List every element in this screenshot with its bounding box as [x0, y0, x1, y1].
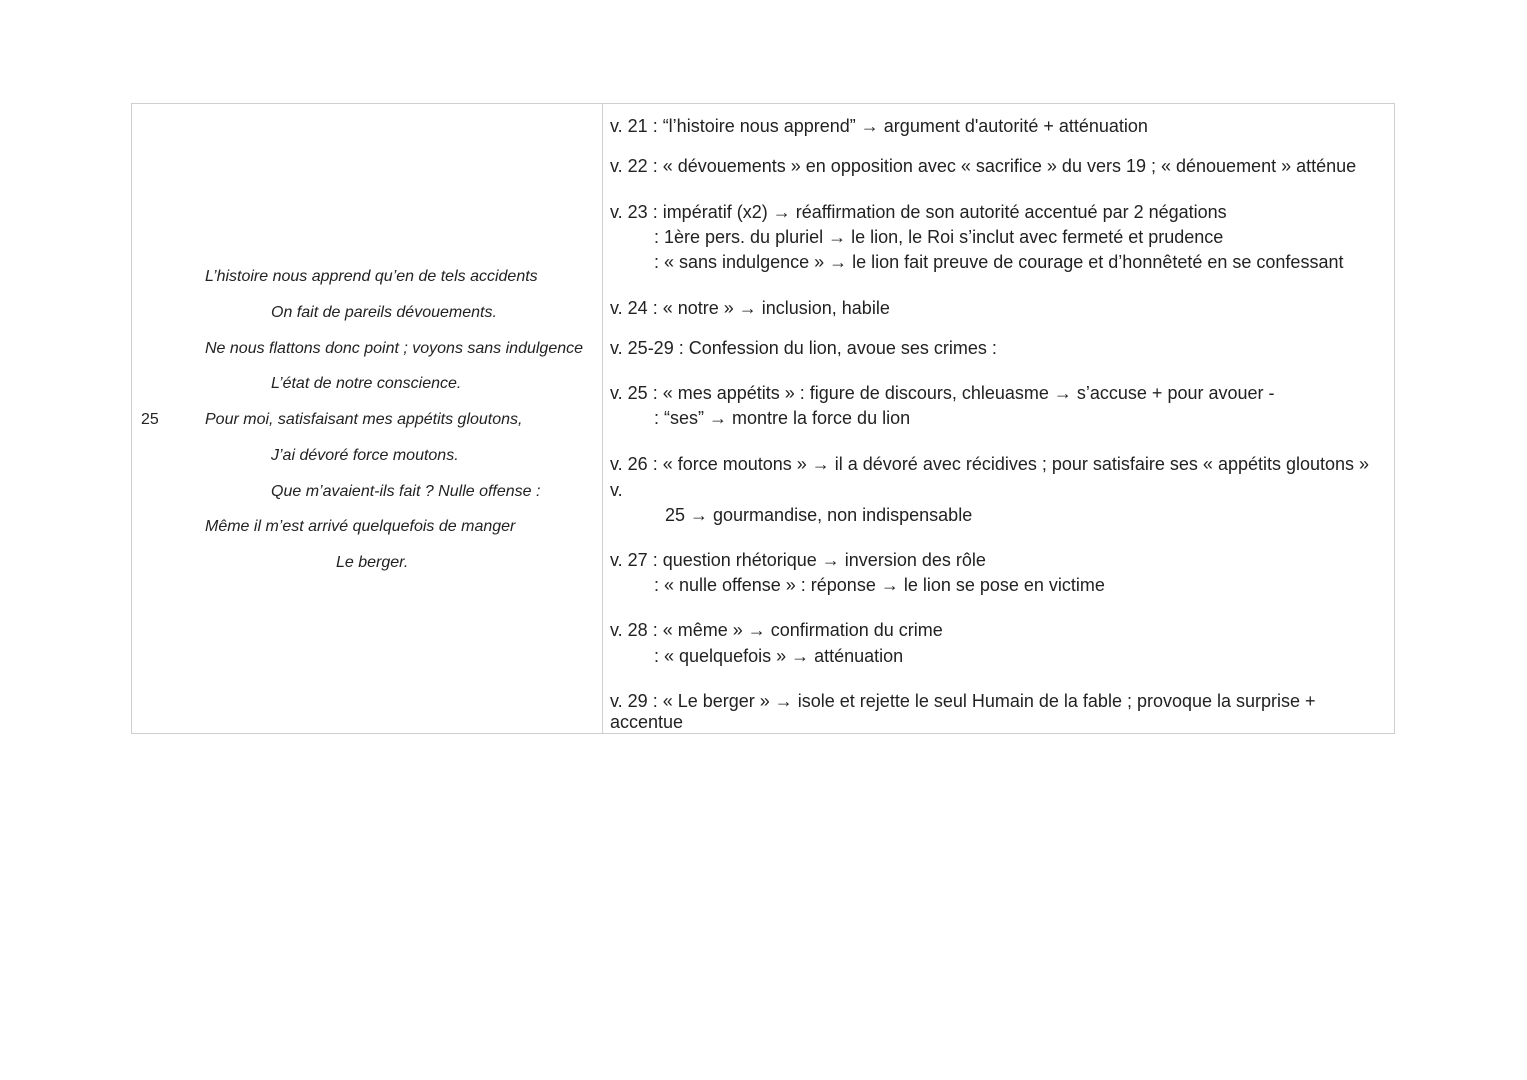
poem-line: Pour moi, satisfaisant mes appétits gloutons, — [205, 411, 523, 428]
poem-line: L’état de notre conscience. — [271, 375, 462, 392]
analysis-note: : « quelquefois » → atténuation — [654, 646, 904, 666]
analysis-table — [131, 103, 1395, 734]
analysis-note: accentue — [610, 712, 684, 732]
analysis-note: v. 26 : « force moutons » → il a dévoré avec récidives ; pour satisfaire ses « appétits gloutons » — [610, 454, 1370, 474]
analysis-note: : « sans indulgence » → le lion fait preuve de courage et d’honnêteté en se confessant — [654, 252, 1344, 272]
analysis-note: : « nulle offense » : réponse → le lion se pose en victime — [654, 575, 1105, 595]
analysis-note: 25 → gourmandise, non indispensable — [665, 505, 973, 525]
poem-line: Que m’avaient-ils fait ? Nulle offense : — [271, 483, 541, 500]
poem-line: Le berger. — [336, 554, 409, 571]
poem-line: Même il m’est arrivé quelquefois de manger — [205, 518, 516, 535]
analysis-note: v. — [610, 480, 623, 500]
analysis-note: v. 23 : impératif (x2) → réaffirmation de son autorité accentué par 2 négations — [610, 202, 1227, 222]
analysis-note: v. 25 : « mes appétits » : figure de discours, chleuasme → s’accuse + pour avouer - — [610, 383, 1275, 403]
analysis-note: v. 22 : « dévouements » en opposition avec « sacrifice » du vers 19 ; « dénouement » atténue — [610, 156, 1357, 176]
analysis-note: : “ses” → montre la force du lion — [654, 408, 911, 428]
analysis-note: : 1ère pers. du pluriel → le lion, le Roi s’inclut avec fermeté et prudence — [654, 227, 1224, 247]
analysis-note: v. 25-29 : Confession du lion, avoue ses crimes : — [610, 338, 997, 358]
analysis-note: v. 29 : « Le berger » → isole et rejette le seul Humain de la fable ; provoque la surprise + — [610, 691, 1316, 711]
poem-line: J’ai dévoré force moutons. — [271, 447, 459, 464]
analysis-note: v. 28 : « même » → confirmation du crime — [610, 620, 943, 640]
poem-line: L’histoire nous apprend qu’en de tels accidents — [205, 268, 538, 285]
analysis-note: v. 27 : question rhétorique → inversion des rôle — [610, 550, 986, 570]
poem-line: On fait de pareils dévouements. — [271, 304, 497, 321]
line-number: 25 — [141, 411, 159, 428]
analysis-note: v. 21 : “l’histoire nous apprend” → argument d'autorité + atténuation — [610, 116, 1148, 136]
analysis-note: v. 24 : « notre » → inclusion, habile — [610, 298, 890, 318]
column-divider — [602, 104, 603, 733]
poem-line: Ne nous flattons donc point ; voyons sans indulgence — [205, 340, 584, 357]
